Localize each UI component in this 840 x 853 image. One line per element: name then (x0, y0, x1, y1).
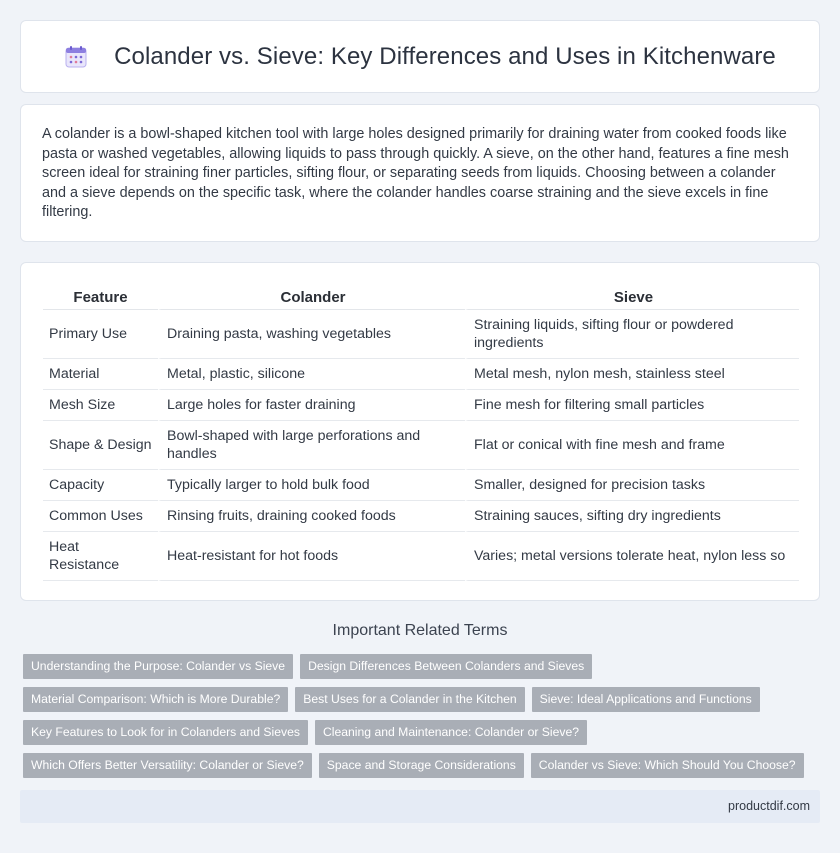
header-colander: Colander (158, 285, 465, 310)
related-term-link[interactable]: Key Features to Look for in Colanders and Sieves (23, 720, 308, 745)
intro-card (20, 104, 820, 242)
table-row (43, 359, 799, 390)
related-term-link[interactable]: Material Comparison: Which is More Durable? (23, 687, 288, 712)
cell-sieve: Varies; metal versions tolerate heat, nylon less so (465, 532, 799, 581)
table-row (43, 501, 799, 532)
related-term-link[interactable]: Understanding the Purpose: Colander vs Sieve (23, 654, 293, 679)
cell-colander: Metal, plastic, silicone (158, 359, 465, 390)
tag-row (23, 753, 823, 778)
cell-feature: Primary Use (43, 310, 158, 359)
header-inner (64, 43, 776, 71)
header-card (20, 20, 820, 93)
cell-colander: Draining pasta, washing vegetables (158, 310, 465, 359)
page-title: Colander vs. Sieve: Key Differences and Uses in Kitchenware (114, 42, 776, 70)
calendar-icon (64, 45, 88, 69)
cell-sieve: Straining sauces, sifting dry ingredients (465, 501, 799, 532)
cell-feature: Common Uses (43, 501, 158, 532)
cell-sieve: Straining liquids, sifting flour or powdered ingredients (465, 310, 799, 359)
cell-colander: Bowl-shaped with large perforations and handles (158, 421, 465, 470)
footer (20, 790, 820, 823)
table-row (43, 310, 799, 359)
related-term-link[interactable]: Best Uses for a Colander in the Kitchen (295, 687, 524, 712)
related-term-link[interactable]: Cleaning and Maintenance: Colander or Sieve? (315, 720, 587, 745)
cell-colander: Rinsing fruits, draining cooked foods (158, 501, 465, 532)
tag-row (23, 687, 823, 712)
related-term-link[interactable]: Sieve: Ideal Applications and Functions (532, 687, 760, 712)
cell-feature: Heat Resistance (43, 532, 158, 581)
cell-colander: Large holes for faster draining (158, 390, 465, 421)
related-term-link[interactable]: Which Offers Better Versatility: Colander or Sieve? (23, 753, 312, 778)
cell-feature: Capacity (43, 470, 158, 501)
table-header-row (43, 285, 799, 310)
cell-sieve: Fine mesh for filtering small particles (465, 390, 799, 421)
related-term-link[interactable]: Design Differences Between Colanders and Sieves (300, 654, 592, 679)
cell-feature: Material (43, 359, 158, 390)
related-terms-title: Important Related Terms (332, 622, 508, 639)
comparison-table (43, 285, 799, 581)
related-term-link[interactable]: Colander vs Sieve: Which Should You Choose? (531, 753, 804, 778)
cell-colander: Typically larger to hold bulk food (158, 470, 465, 501)
header-feature: Feature (43, 285, 158, 310)
cell-sieve: Smaller, designed for precision tasks (465, 470, 799, 501)
tag-row (23, 720, 823, 745)
related-term-link[interactable]: Space and Storage Considerations (319, 753, 524, 778)
cell-sieve: Metal mesh, nylon mesh, stainless steel (465, 359, 799, 390)
header-sieve: Sieve (465, 285, 799, 310)
cell-feature: Shape & Design (43, 421, 158, 470)
table-row (43, 532, 799, 581)
related-terms-tags (23, 654, 823, 786)
table-row (43, 421, 799, 470)
intro-paragraph: A colander is a bowl-shaped kitchen tool with large holes designed primarily for draining water from cooked foods like pasta or washed vegetables, allowing liquids to pass through quickly. A sieve, on the other hand, features a fine mesh screen ideal for straining finer particles, sifting flour, or separating seeds from liquids. Choosing between a colander and a sieve depends on the specific task, where the colander handles coarse straining and the sieve excels in fine filtering. (42, 126, 789, 221)
footer-site-link[interactable]: productdif.com (728, 799, 810, 813)
comparison-table-card (20, 262, 820, 601)
cell-feature: Mesh Size (43, 390, 158, 421)
table-row (43, 390, 799, 421)
cell-colander: Heat-resistant for hot foods (158, 532, 465, 581)
tag-row (23, 654, 823, 679)
table-row (43, 470, 799, 501)
cell-sieve: Flat or conical with fine mesh and frame (465, 421, 799, 470)
